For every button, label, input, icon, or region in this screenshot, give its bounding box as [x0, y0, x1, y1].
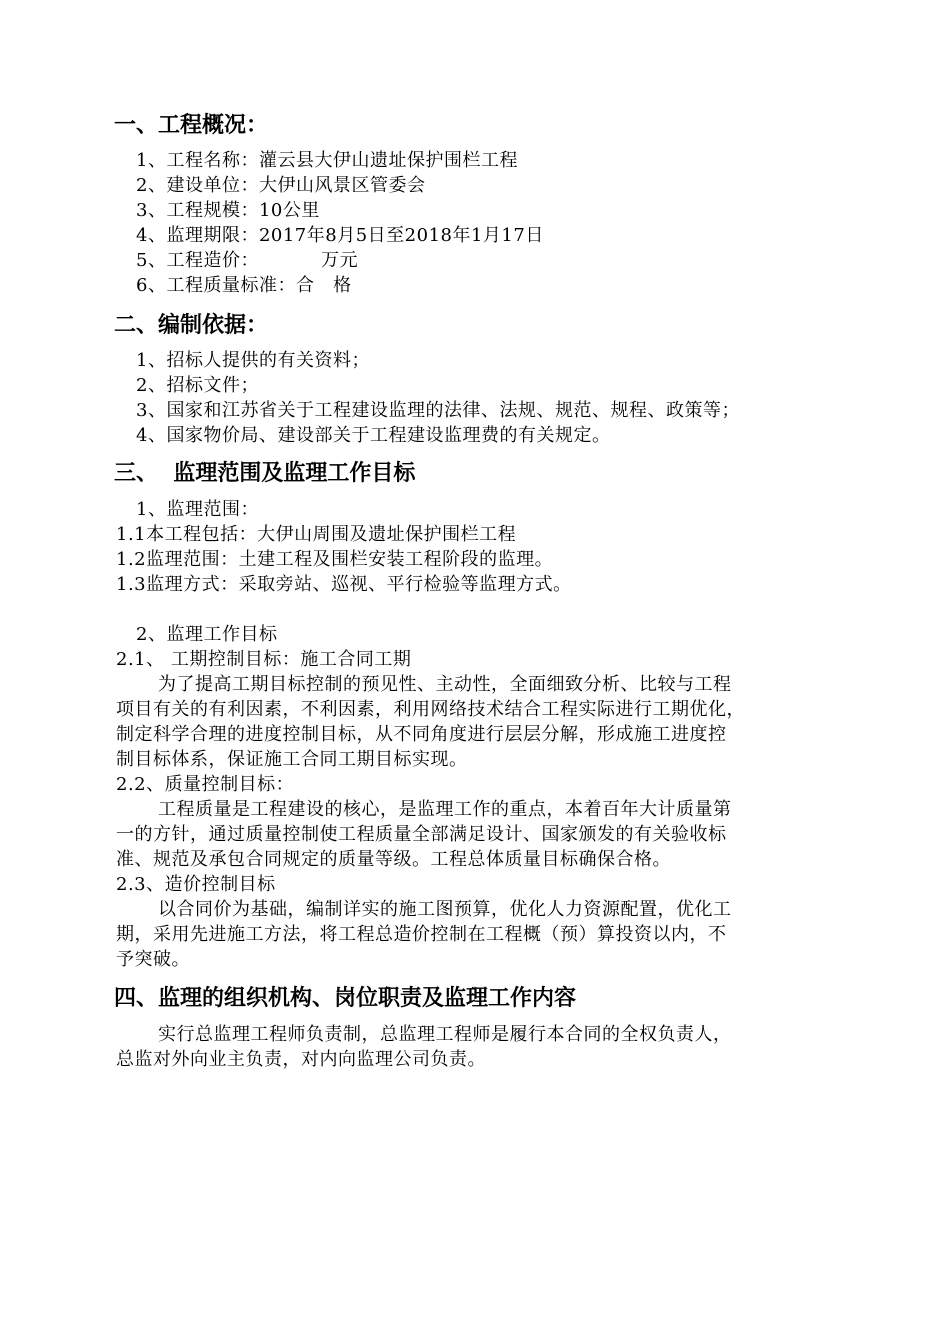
scope-item: 1.2监理范围：土建工程及围栏安装工程阶段的监理。: [116, 549, 554, 570]
overview-item-project-name: 1、工程名称：灌云县大伊山遗址保护围栏工程: [136, 150, 518, 171]
overview-item-quality: 6、工程质量标准：合 格: [136, 275, 352, 296]
organization-text: 总监对外向业主负责，对内向监理公司负责。: [116, 1049, 486, 1070]
overview-item-client: 2、建设单位：大伊山风景区管委会: [136, 175, 426, 196]
goals-title: 2、监理工作目标: [136, 624, 278, 645]
schedule-goal-text: 项目有关的有利因素，不利因素，利用网络技术结合工程实际进行工期优化，: [116, 699, 745, 720]
quality-goal-text: 工程质量是工程建设的核心，是监理工作的重点，本着百年大计质量第: [158, 799, 732, 820]
basis-item: 2、招标文件；: [136, 375, 259, 396]
section-heading-basis: 二、编制依据：: [114, 313, 269, 338]
schedule-goal-title: 2.1、 工期控制目标：施工合同工期: [116, 649, 412, 670]
overview-item-cost: 5、工程造价： 万元: [136, 250, 359, 271]
schedule-goal-text: 制目标体系，保证施工合同工期目标实现。: [116, 749, 468, 770]
quality-goal-text: 一的方针，通过质量控制使工程质量全部满足设计、国家颁发的有关验收标: [116, 824, 727, 845]
basis-item: 3、国家和江苏省关于工程建设监理的法律、法规、规范、规程、政策等；: [136, 400, 740, 421]
scope-item: 1.1本工程包括：大伊山周围及遗址保护围栏工程: [116, 524, 517, 545]
cost-goal-text: 以合同价为基础，编制详实的施工图预算，优化人力资源配置，优化工: [158, 899, 732, 920]
overview-item-period: 4、监理期限：2017年8月5日至2018年1月17日: [136, 225, 544, 246]
quality-goal-text: 准、规范及承包合同规定的质量等级。工程总体质量目标确保合格。: [116, 849, 671, 870]
basis-item: 1、招标人提供的有关资料；: [136, 350, 370, 371]
cost-goal-text: 期，采用先进施工方法，将工程总造价控制在工程概（预）算投资以内，不: [116, 924, 727, 945]
cost-goal-text: 予突破。: [116, 949, 190, 970]
section-heading-overview: 一、工程概况：: [114, 113, 269, 138]
section-heading-scope-goals: 三、 监理范围及监理工作目标: [114, 461, 416, 486]
scope-item: 1.3监理方式：采取旁站、巡视、平行检验等监理方式。: [116, 574, 572, 595]
section-heading-organization: 四、监理的组织机构、岗位职责及监理工作内容: [114, 986, 577, 1011]
overview-item-scale: 3、工程规模：10公里: [136, 200, 320, 221]
scope-title: 1、监理范围：: [136, 499, 259, 520]
organization-text: 实行总监理工程师负责制，总监理工程师是履行本合同的全权负责人，: [158, 1024, 732, 1045]
schedule-goal-text: 为了提高工期目标控制的预见性、主动性，全面细致分析、比较与工程: [158, 674, 732, 695]
quality-goal-title: 2.2、质量控制目标：: [116, 774, 295, 795]
basis-item: 4、国家物价局、建设部关于工程建设监理费的有关规定。: [136, 425, 611, 446]
schedule-goal-text: 制定科学合理的进度控制目标，从不同角度进行层层分解，形成施工进度控: [116, 724, 727, 745]
cost-goal-title: 2.3、造价控制目标: [116, 874, 276, 895]
